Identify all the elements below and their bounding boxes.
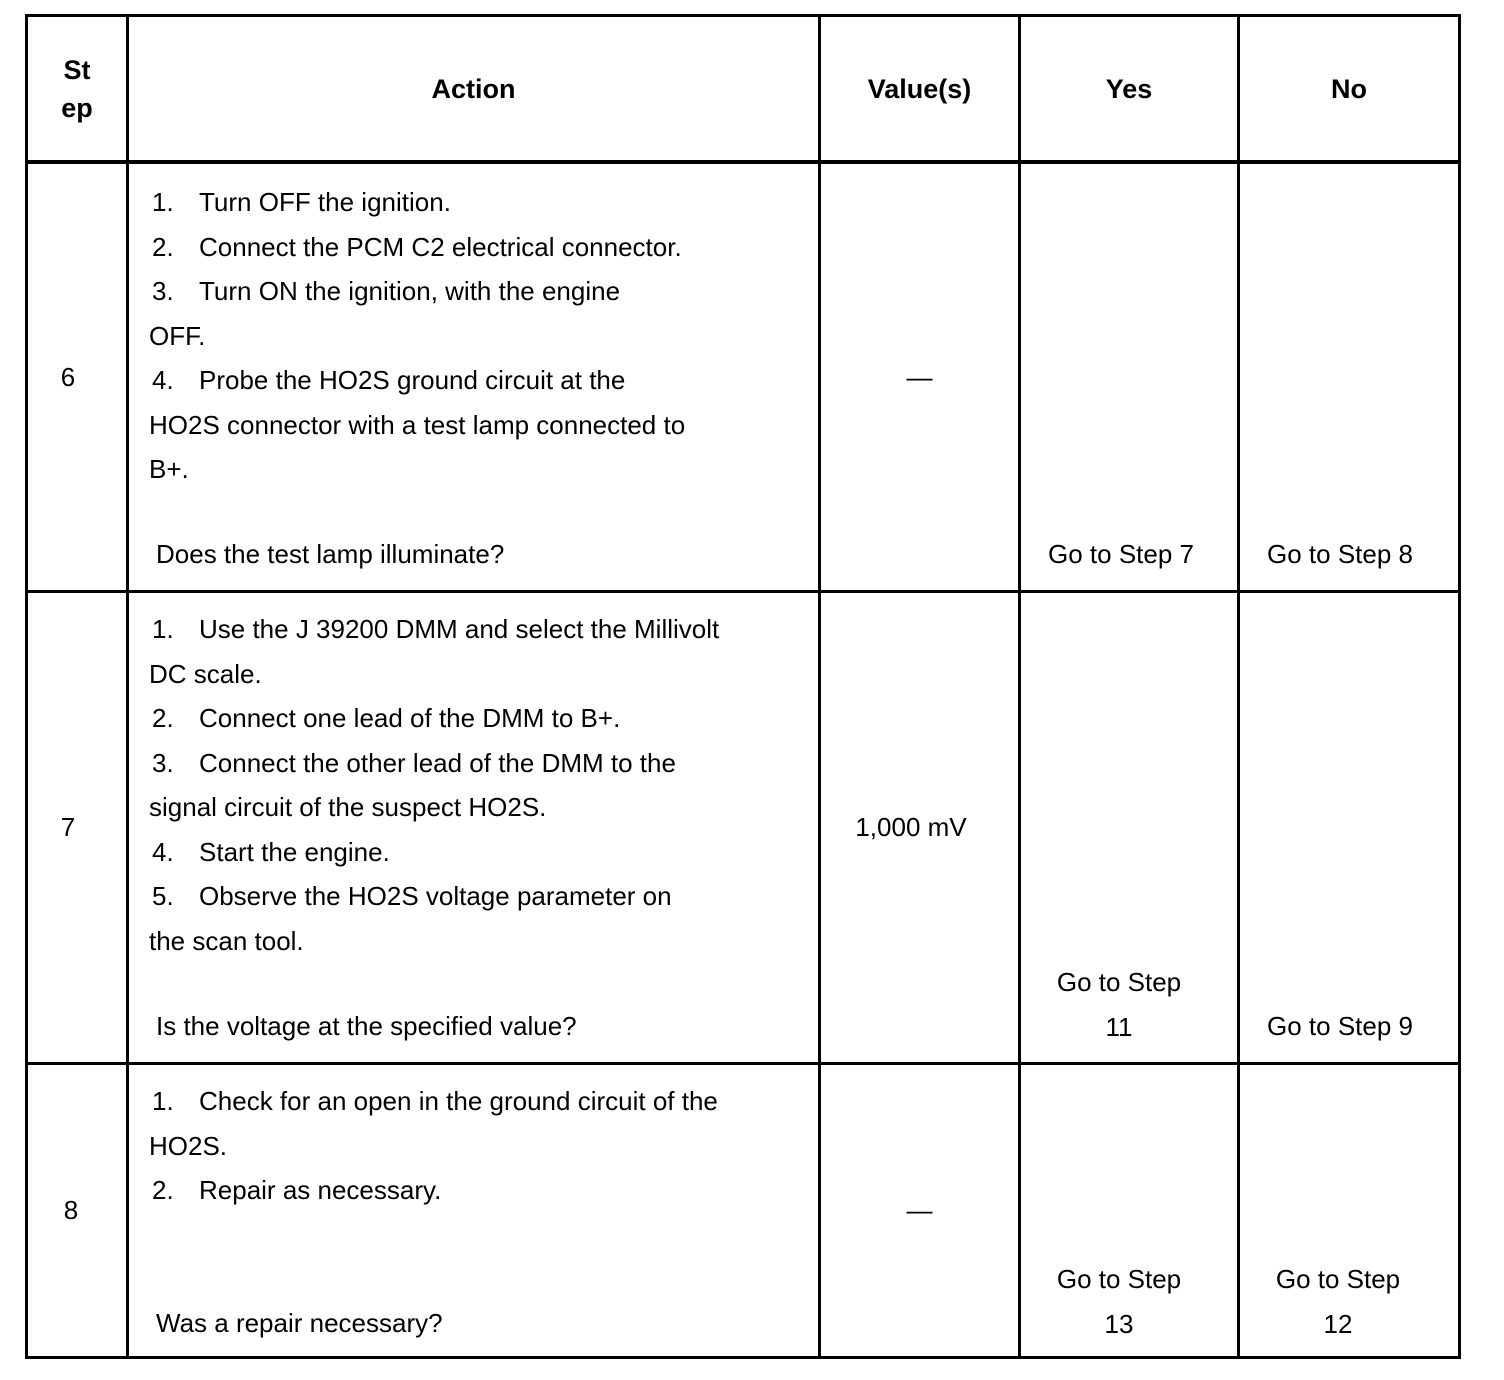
item-text-continued: OFF.: [149, 320, 206, 351]
item-text: Turn OFF the ignition.: [199, 187, 451, 217]
header-no: No: [1331, 73, 1367, 104]
list-item: [149, 607, 719, 652]
table-border-bottom: [25, 1356, 1461, 1359]
no-cell: [1240, 1065, 1458, 1356]
item-text: Repair as necessary.: [199, 1175, 442, 1205]
item-text: Observe the HO2S voltage parameter on: [199, 881, 672, 911]
header-step-line1: St: [63, 54, 91, 85]
list-item: [149, 358, 685, 403]
question-text: Was a repair necessary?: [156, 1308, 443, 1338]
header-yes: Yes: [1105, 73, 1153, 104]
list-item: [149, 180, 685, 225]
header-action: Action: [431, 73, 516, 104]
item-text: Check for an open in the ground circuit of the: [199, 1086, 718, 1116]
value-cell: —: [906, 1195, 933, 1226]
item-text: Connect the other lead of the DMM to the: [199, 747, 676, 778]
item-text: Use the J 39200 DMM and select the Millivolt: [199, 614, 720, 644]
item-number: 1.: [152, 187, 174, 217]
yes-answer-line: 13: [1104, 1308, 1134, 1339]
item-number: 4.: [152, 836, 174, 867]
no-answer: Go to Step 8: [1267, 539, 1413, 569]
yes-cell: [1021, 164, 1237, 590]
list-item: [149, 1079, 718, 1124]
item-text-continued: HO2S connector with a test lamp connected to: [149, 409, 686, 440]
list-item: [149, 1168, 718, 1213]
item-number: 3.: [152, 276, 174, 306]
item-text-continued: DC scale.: [149, 658, 262, 689]
header-step: [28, 17, 126, 160]
item-text-continued: HO2S.: [149, 1130, 228, 1161]
no-answer-line: 12: [1323, 1308, 1353, 1339]
step-number: 7: [60, 812, 76, 843]
item-number: 4.: [152, 365, 174, 395]
item-text: Connect the PCM C2 electrical connector.: [199, 231, 682, 262]
item-text: Start the engine.: [199, 836, 390, 867]
no-answer: Go to Step 9: [1267, 1011, 1413, 1041]
action-list: [149, 1079, 718, 1213]
item-text-continued: the scan tool.: [149, 925, 304, 956]
header-step-line2: ep: [61, 92, 93, 123]
list-item: [149, 830, 719, 875]
value-cell: —: [906, 361, 933, 392]
no-cell: [1240, 164, 1458, 590]
no-answer-line: Go to Step: [1275, 1264, 1401, 1294]
yes-answer: [1021, 1257, 1217, 1346]
list-item: [149, 225, 685, 270]
item-number: 5.: [152, 881, 174, 911]
no-answer: [1240, 1257, 1436, 1346]
action-list: [149, 607, 719, 963]
action-cell: [129, 1065, 818, 1356]
yes-answer-line: Go to Step: [1056, 1264, 1182, 1294]
item-text-continued: B+.: [149, 454, 189, 484]
question-text: Is the voltage at the specified value?: [156, 1011, 577, 1041]
item-text: Connect one lead of the DMM to B+.: [199, 703, 621, 733]
item-text: Turn ON the ignition, with the engine: [199, 276, 621, 306]
list-item: [149, 874, 719, 919]
yes-answer: [1021, 960, 1217, 1049]
yes-answer-line: Go to Step: [1056, 967, 1182, 997]
item-number: 2.: [152, 231, 174, 262]
yes-answer-line: 11: [1105, 1011, 1133, 1042]
yes-cell: [1021, 1065, 1237, 1356]
item-number: 1.: [152, 614, 174, 644]
item-number: 3.: [152, 747, 174, 778]
table-border-right: [1458, 14, 1461, 1359]
item-number: 1.: [152, 1086, 174, 1116]
item-text-continued: signal circuit of the suspect HO2S.: [149, 792, 547, 822]
action-list: [149, 180, 685, 492]
action-cell: [129, 593, 818, 1062]
value-cell: 1,000 mV: [855, 812, 967, 843]
action-cell: [129, 164, 818, 590]
step-number: 8: [63, 1195, 79, 1226]
yes-cell: [1021, 593, 1237, 1062]
no-cell: [1240, 593, 1458, 1062]
item-number: 2.: [152, 703, 174, 733]
yes-answer: Go to Step 7: [1048, 539, 1194, 569]
question-text: Does the test lamp illuminate?: [156, 539, 505, 569]
item-text: Probe the HO2S ground circuit at the: [199, 365, 626, 395]
diagnostic-table: [25, 14, 1461, 1359]
list-item: [149, 741, 719, 786]
step-number: 6: [60, 361, 76, 392]
header-values: Value(s): [867, 73, 972, 104]
list-item: [149, 696, 719, 741]
item-number: 2.: [152, 1175, 174, 1205]
list-item: [149, 269, 685, 314]
